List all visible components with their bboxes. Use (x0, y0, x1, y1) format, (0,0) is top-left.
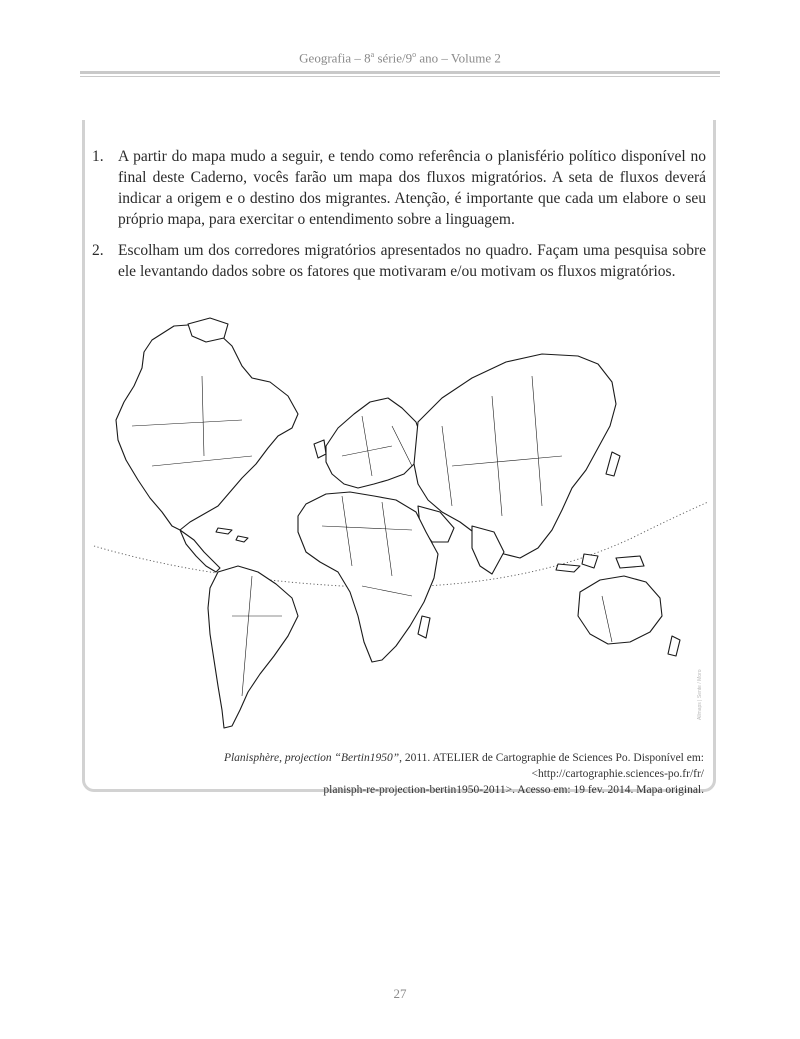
indonesia (556, 564, 580, 572)
south-america (208, 566, 298, 728)
caribbean-island (236, 536, 248, 542)
question-number: 1. (92, 148, 104, 165)
new-zealand (668, 636, 680, 656)
indonesia (582, 554, 598, 568)
new-guinea (616, 556, 644, 568)
japan (606, 452, 620, 476)
running-header: Geografia – 8$^a$ série/9$^o$ ano – Volume 2 (299, 50, 501, 66)
caption-title: Planisphère, projection “Bertin1950” (223, 752, 400, 764)
question-text: Escolham um dos corredores migratórios apresentados no quadro. Façam uma pesquisa sobre ele levantando dados sobre os fatores que motivaram e/ou motivam os fluxos migratórios. (118, 242, 706, 280)
question-text: A partir do mapa mudo a seguir, e tendo como referência o planisfério político disponível no final deste Caderno, vocês farão um mapa dos fluxos migratórios. A seta de fluxos deverá indicar a origem e o destino dos migrantes. Atenção, é importante que cada um elabore o seu próprio mapa, para exercitar o entendimento sobre a linguagem. (118, 148, 706, 228)
question-number: 2. (92, 242, 104, 259)
europe (326, 398, 422, 488)
header-rule-thin (80, 76, 720, 77)
map-credit: Allmaps | Sente / Moro (697, 669, 703, 720)
australia (578, 576, 662, 644)
question-2 (92, 240, 706, 282)
africa (298, 492, 438, 662)
header-rule-thick (80, 71, 720, 74)
map-caption: Planisphère, projection “Bertin1950”, 2011. ATELIER de Cartographie de Sciences Po. Disponível em: <http://cartographie.sciences-po.fr/fr/ planisph-re-projection-bertin1950-2011>. Acesso em: 19 fev. 2014. Mapa original. (223, 752, 704, 796)
central-america (180, 530, 220, 572)
page-number: 27 (393, 986, 407, 1001)
caribbean-island (216, 528, 232, 534)
blank-world-map (92, 316, 716, 740)
madagascar (418, 616, 430, 638)
british-isles (314, 440, 326, 458)
question-1 (92, 146, 706, 230)
north-america (116, 324, 298, 530)
